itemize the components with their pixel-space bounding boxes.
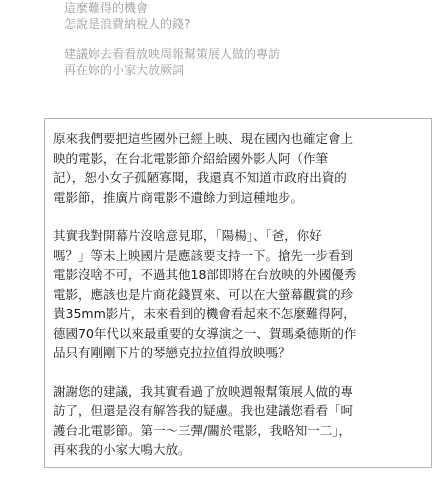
reply-line: 映的電影，在台北電影節介紹給國外影人阿（作筆	[53, 150, 329, 166]
reply-line: 電影節，推廣片商電影不遺餘力到這種地步。	[53, 189, 304, 205]
reply-line: 貴35mm影片，未來看到的機會看起來不怎麼難得阿，	[53, 306, 356, 321]
quoted-comment	[64, 0, 424, 78]
quoted-line: 建議妳去看看放映周報幫策展人做的專訪	[64, 47, 281, 61]
reply-line: 記），恕小女子孤陋寡聞，我還真不知道市政府出資的	[53, 170, 347, 185]
quoted-line: 怎說是浪費納稅人的錢?	[64, 17, 191, 31]
reply-line: 德國70年代以來最重要的女導演之一、賀瑪桑德斯的作	[53, 325, 357, 341]
reply-paragraph	[53, 226, 425, 363]
reply-line: 訪了，但還是沒有解答我的疑慮。我也建議您看看「呵	[53, 403, 354, 418]
reply-line: 謝謝您的建議，我其實看過了放映週報幫策展人做的專	[53, 383, 354, 399]
reply-line: 護台北電影節。第一～三彈/關於電影，我略知一二」，	[53, 422, 351, 438]
reply-line: 電影，應該也是片商花錢買來、可以在大螢幕觀賞的珍	[53, 286, 354, 302]
reply-paragraph	[53, 129, 425, 207]
reply-line: 原來我們要把這些國外已經上映、現在國內也確定會上	[53, 131, 354, 146]
reply-line: 品只有剛剛下片的琴戀克拉拉值得放映嗎？	[53, 345, 291, 360]
reply-box	[44, 118, 432, 468]
reply-line: 再來我的小家大鳴大放。	[53, 442, 191, 457]
reply-line: 電影沒啥不可，不過其他18部即將在台放映的外國優秀	[53, 267, 357, 282]
reply-paragraph	[53, 382, 425, 460]
quoted-spacer	[64, 32, 424, 46]
reply-line: 其實我對開幕片沒啥意見耶，「陽楊」、「爸，你好	[53, 228, 322, 243]
quoted-line: 再在妳的小家大放厥詞	[64, 63, 185, 77]
reply-line: 嗎？」等未上映國片是應該要支持一下。搶先一步看到	[53, 247, 354, 263]
quoted-line: 這麼難得的機會	[64, 1, 149, 15]
